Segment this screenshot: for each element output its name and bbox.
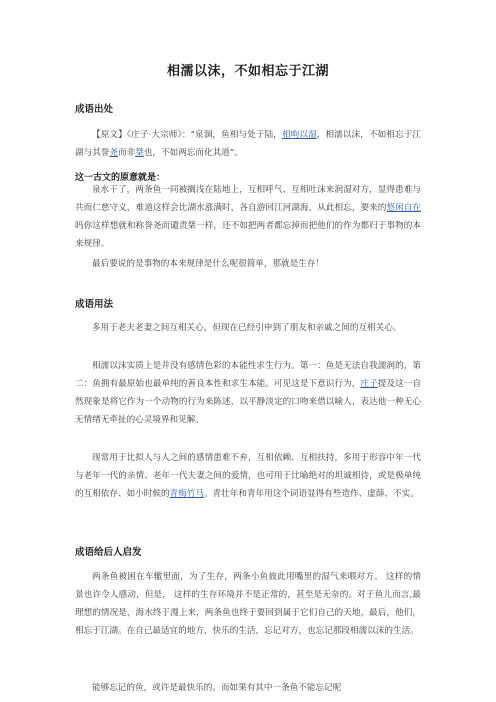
link-zhuangzi[interactable]: 庄子	[360, 379, 378, 389]
origin-source-text-2: ，相濡以沫，不如相忘于江湖与其誉	[75, 130, 421, 158]
subheading-original-meaning: 这一古文的原意就是：	[75, 173, 166, 183]
page-title: 相濡以沫，不如相忘于江湖	[166, 64, 329, 79]
origin-paragraph-source	[75, 126, 421, 162]
usage-p3-text-1: 现常用于比拟人与人之间的感情患难不弃，互相依赖、互相扶持，多用于形容中年一代与老年一代的亲情、老年一代夫妻之间的爱情，也可用于比喻绝对的坦诚相待，或是极单纯的互相依存、如小时候的	[75, 453, 421, 499]
origin-source-text-1: 【原文】《庄子·大宗师》：“泉涸，鱼相与处于陆，	[92, 130, 282, 140]
origin-source-text-4: 也，不如两忘而化其道”。	[143, 148, 243, 158]
origin-source-text-3: 而非	[118, 148, 136, 158]
usage-paragraph-1: 多用于老夫老妻之间互相关心，但现在已经引申到了朋友和亲戚之间的互相关心。	[92, 323, 402, 333]
usage-p2-text-1: 相濡以沫实质上是并没有感情色彩的本能性求生行为。第一：鱼是无法自我濡润的，第二：鱼拥有最原始也最单纯的善良本性和求生本能。可见这是下意识行为，	[75, 361, 421, 389]
usage-p2-text-2: 提及这一自然现象是将它作为一个动物的行为来陈述，以平静淡定的口吻来借以喻人，表达他一种无心无情绪无牵扯的心灵境界和见解。	[75, 379, 421, 425]
section-heading-origin: 成语出处	[75, 104, 114, 115]
usage-p3-text-2: 。青壮年和青年用这个词语显得有些造作、虚薛、不实。	[203, 489, 419, 499]
section-heading-usage: 成语用法	[75, 299, 114, 310]
origin-paragraph-meaning	[75, 181, 421, 253]
origin-paragraph-conclusion: 最后要说的是事物的本来规律是什么呢很简单，那就是生存！	[92, 259, 325, 269]
usage-paragraph-3	[75, 449, 421, 503]
link-qing-mei-zhu-ma[interactable]: 青梅竹马	[169, 489, 204, 499]
link-jie[interactable]: 桀	[135, 148, 144, 158]
link-yao[interactable]: 尧	[109, 148, 118, 158]
inspiration-paragraph-1: 两条鱼被困在车辙里面，为了生存，两条小鱼彼此用嘴里的湿气来喂对方。 这样的情景也许令人感动，但是， 这样的生存环境并不是正常的，甚至是无奈的。对于鱼儿而言,最理想的情况是，海水终于漫上来，两条鱼也终于要回到属于它们自己的天地，最后，他们，相忘于江湖。在自己最适宜的地方，快乐的生活，忘记对方，也忘记那段相濡以沫的生活。	[75, 572, 421, 636]
link-xiang-xu-yi-shi[interactable]: 相呴以湿	[281, 130, 317, 140]
link-you-xian-zi-zai[interactable]: 悠闲自在	[386, 203, 421, 213]
usage-paragraph-2	[75, 357, 421, 429]
origin-meaning-text-1: 泉水干了，两条鱼一同被搁浅在陆地上，互相呼气、互相吐沫来润湿对方，显得患难与共而仁慈守义，难道这样会比湖水涨满时，各自游回江河湖海，从此相忘，要来的	[75, 185, 421, 213]
section-heading-inspiration: 成语给后人启发	[75, 547, 142, 558]
inspiration-paragraph-2: 能够忘记的鱼，或许是最快乐的。而如果有其中一条鱼不能忘记呢	[92, 683, 342, 693]
origin-meaning-text-2: 吗你这样想就和称誉尧而谴责桀一样，还不如把两者都忘掉而把他们的作为都归于事物的本来规律。	[75, 221, 421, 249]
